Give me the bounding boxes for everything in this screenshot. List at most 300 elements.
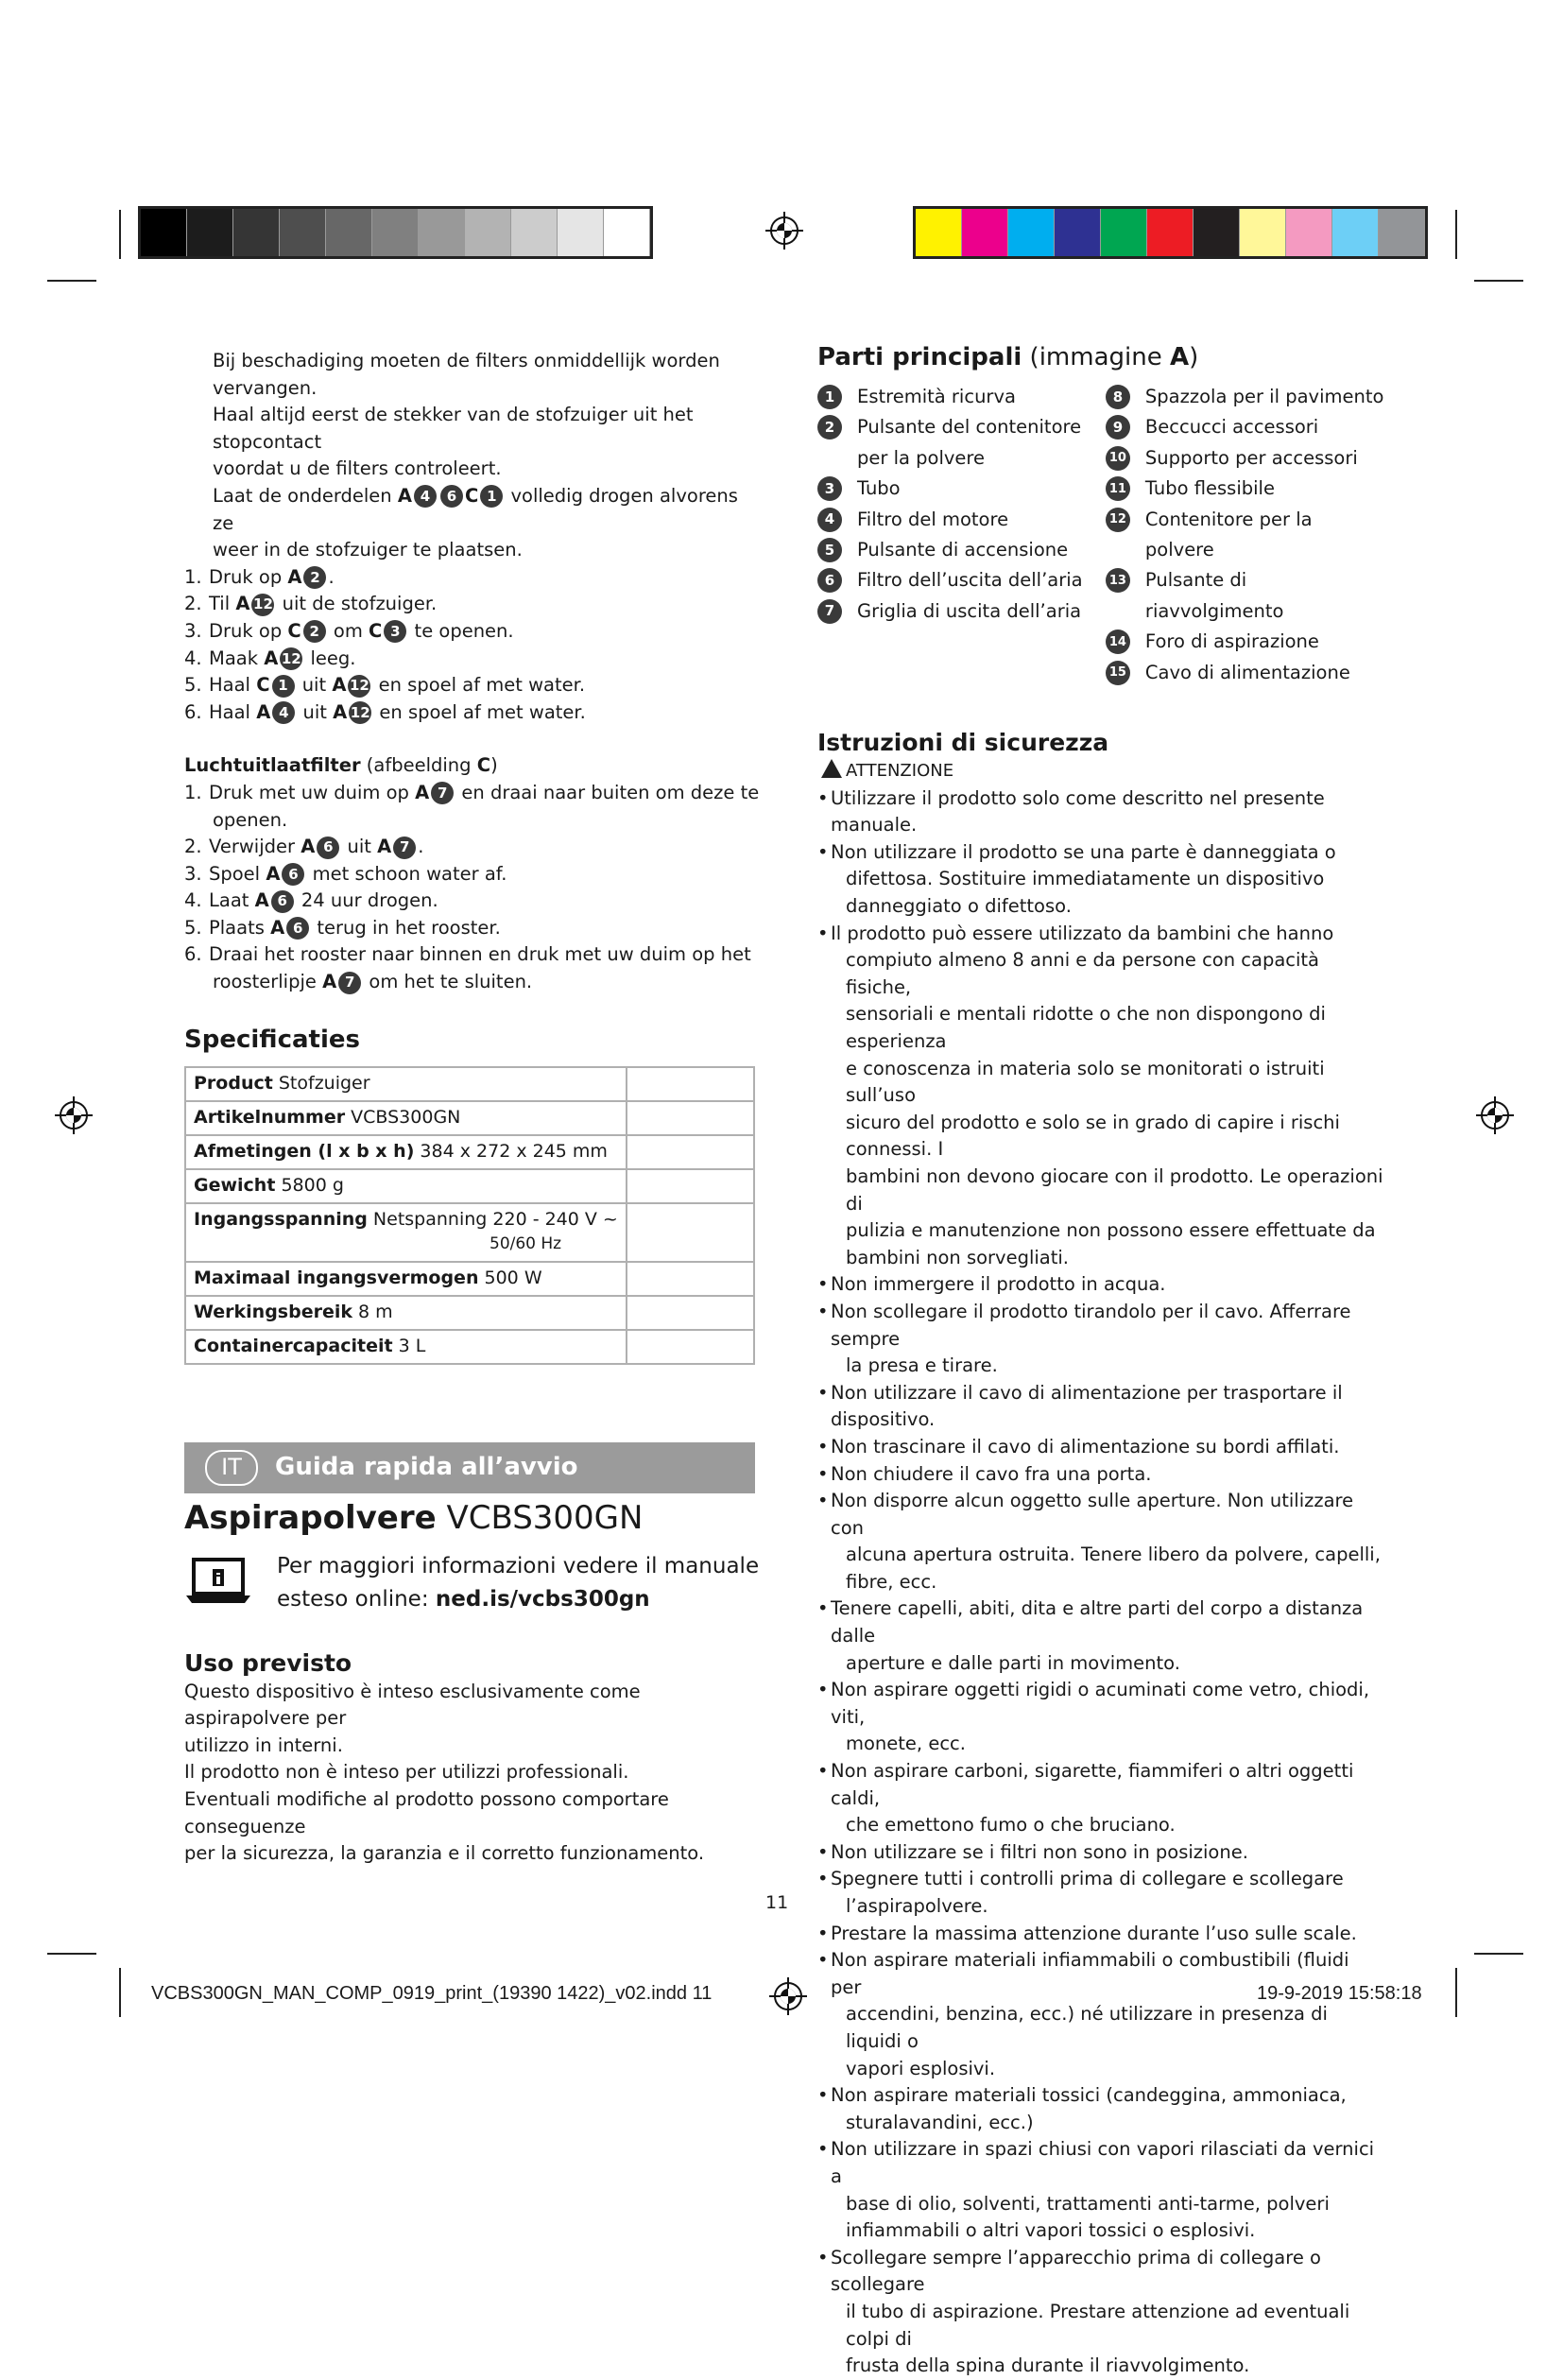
product-title — [184, 1497, 761, 1539]
crop-mark — [1474, 280, 1523, 282]
step-ref: A — [264, 647, 279, 669]
part-number-badge: 1 — [272, 675, 295, 698]
safety-line: • Tenere capelli, abiti, dita e altre parti del corpo a distanza dalle — [831, 1597, 1364, 1647]
crop-mark — [119, 1968, 121, 2017]
intended-use-title: Uso previsto — [184, 1648, 352, 1677]
spec-label: Afmetingen (l x b x h) — [194, 1140, 415, 1162]
safety-line: • Il prodotto può essere utilizzato da bambini che hanno — [831, 922, 1334, 944]
list-item — [184, 915, 761, 942]
safety-item — [817, 1488, 1384, 1595]
para-text: volledig drogen alvorens ze — [213, 484, 738, 534]
gray-calibration-bar — [138, 206, 653, 259]
spec-cell-content — [194, 1206, 618, 1253]
safety-line: • Non utilizzare in spazi chiusi con vapori rilasciati da vernici a — [831, 2138, 1375, 2187]
safety-item — [817, 1434, 1384, 1461]
part-number-badge: 5 — [817, 538, 842, 562]
color-calibration-bar — [913, 206, 1428, 259]
spec-empty-cell — [627, 1203, 754, 1262]
parts-item — [1106, 505, 1384, 566]
spec-value: 3 L — [392, 1335, 426, 1356]
list-item — [184, 834, 761, 861]
spec-cell-content — [194, 1138, 618, 1164]
spec-label-cell — [185, 1203, 627, 1262]
dust-container-steps — [184, 564, 761, 727]
part-label: Pulsante di accensione — [857, 539, 1069, 561]
crop-mark — [1455, 1968, 1457, 2017]
safety-line: sturalavandini, ecc.) — [846, 2111, 1034, 2133]
part-number-badge: 7 — [393, 836, 416, 859]
registration-mark-icon — [767, 1975, 809, 2017]
spec-label-cell — [185, 1169, 627, 1203]
para-text: Haal altijd eerst de stekker van de stofzuiger uit het stopcontact — [213, 404, 694, 453]
safety-line: e conoscenza in materia solo se monitorati o istruiti sull’uso — [846, 1057, 1325, 1107]
safety-item — [817, 785, 1384, 839]
parts-item — [817, 596, 1106, 627]
step-text: om het te sluiten. — [363, 971, 533, 993]
step-text: en spoel af met water. — [373, 700, 586, 723]
safety-line: sensoriali e mentali ridotte o che non dispongono di esperienza — [846, 1003, 1326, 1052]
list-item — [184, 699, 761, 727]
safety-line: bambini non sorvegliati. — [846, 1246, 1070, 1268]
spec-label-cell — [185, 1330, 627, 1364]
parts-item — [817, 505, 1106, 535]
parts-item — [817, 412, 1106, 474]
spec-label: Maximaal ingangsvermogen — [194, 1267, 479, 1288]
part-label: Foro di aspirazione — [1144, 630, 1319, 653]
section-bar-title: Guida rapida all’avvio — [275, 1453, 578, 1482]
list-item — [184, 646, 761, 673]
safety-line: • Non aspirare materiali infiammabili o combustibili (fluidi per — [831, 1949, 1349, 1998]
spec-label: Werkingsbereik — [194, 1301, 353, 1322]
part-number-badge: 12 — [280, 647, 302, 670]
color-swatch — [1147, 209, 1194, 256]
step-text: om — [327, 619, 369, 642]
step-text: . — [328, 565, 335, 588]
step-ref: A — [377, 836, 392, 858]
safety-line: • Non utilizzare il prodotto se una parte è danneggiata o — [831, 840, 1336, 863]
parts-item — [1106, 382, 1384, 412]
part-label: Pulsante di riavvolgimento — [1144, 569, 1284, 622]
part-number-badge: 13 — [1106, 568, 1130, 593]
spec-empty-cell — [627, 1330, 754, 1364]
table-row — [185, 1203, 754, 1262]
safety-item — [817, 921, 1384, 1272]
step-text: Spoel — [209, 862, 266, 885]
part-label: Cavo di alimentazione — [1144, 661, 1350, 683]
part-label: Filtro dell’uscita dell’aria — [857, 569, 1083, 592]
part-label: Estremità ricurva — [857, 386, 1016, 407]
specs-title: Specificaties — [184, 1025, 360, 1054]
spec-value: Netspanning 220 - 240 V ~ — [367, 1208, 618, 1230]
para-line: Il prodotto non è inteso per utilizzi professionali. — [184, 1761, 629, 1784]
part-number-badge: 11 — [1106, 476, 1130, 501]
part-number-badge: 6 — [317, 836, 339, 859]
safety-item — [817, 1839, 1384, 1867]
part-number-badge: 4 — [817, 508, 842, 532]
part-number-badge: 14 — [1106, 629, 1130, 654]
warning-label — [817, 758, 1384, 785]
step-text: Draai het rooster naar binnen en druk met uw duim op het — [209, 943, 751, 966]
part-number-badge: 3 — [384, 620, 406, 643]
safety-line: che emettono fumo o che bruciano. — [846, 1814, 1176, 1837]
para-text: Bij beschadiging moeten de filters onmiddellijk worden — [213, 350, 720, 371]
safety-line: sicuro del prodotto e solo se in grado di capire i rischi connessi. I — [846, 1111, 1340, 1161]
step-text: Druk met uw duim op — [209, 781, 416, 803]
list-item — [184, 564, 761, 592]
part-label: Tubo flessibile — [1144, 477, 1275, 500]
spec-empty-cell — [627, 1296, 754, 1330]
safety-line: • Non trascinare il cavo di alimentazione su bordi affilati. — [831, 1435, 1340, 1457]
air-filter-title: Luchtuitlaatfilter — [184, 754, 361, 777]
air-filter-title-rest: (afbeelding — [360, 754, 477, 777]
step-number: 3. — [184, 862, 202, 885]
para-text: weer in de stofzuiger te plaatsen. — [213, 539, 523, 561]
safety-line: alcuna apertura ostruita. Tenere libero da polvere, capelli, fibre, ecc. — [846, 1544, 1381, 1593]
part-number-badge: 12 — [348, 675, 370, 698]
spec-label: Ingangsspanning — [194, 1208, 368, 1230]
safety-item — [817, 2082, 1384, 2136]
step-text: roosterlipje — [213, 971, 323, 993]
gray-swatch — [280, 209, 326, 256]
spec-cell-content — [194, 1265, 618, 1291]
part-number-badge: 4 — [272, 701, 295, 724]
page-number: 11 — [765, 1892, 789, 1913]
left-column — [184, 348, 761, 1868]
parts-item — [1106, 565, 1384, 627]
safety-line: vapori esplosivi. — [846, 2057, 996, 2079]
crop-mark — [119, 210, 121, 259]
table-row — [185, 1296, 754, 1330]
part-label: Pulsante del contenitore — [857, 416, 1082, 439]
para-text: Laat de onderdelen — [213, 484, 398, 507]
step-number: 6. — [184, 943, 202, 966]
part-number-badge: 2 — [303, 620, 326, 643]
air-filter-title-end: ) — [490, 754, 498, 777]
step-ref: A — [301, 836, 316, 858]
safety-line: il tubo di aspirazione. Prestare attenzione ad eventuali colpi di — [846, 2300, 1350, 2350]
part-number-badge: 6 — [817, 568, 842, 593]
footer-filename: VCBS300GN_MAN_COMP_0919_print_(19390 1422)_v02.indd 11 — [151, 1983, 713, 2004]
filter-note: Bij beschadiging moeten de filters onmiddellijk worden vervangen. Haal altijd eerst de stekker van de stofzuiger uit het stopcontact voordat u de filters controleert. Laat de onderdelen A 4 6 C 1 volledig drogen alvorens ze weer in de stofzuiger te plaatsen. — [213, 350, 738, 561]
spec-cell-content — [194, 1104, 618, 1130]
safety-item — [817, 1380, 1384, 1434]
step-number: 3. — [184, 619, 202, 642]
parts-item — [817, 565, 1106, 595]
step-number: 5. — [184, 916, 202, 939]
crop-mark — [47, 280, 96, 282]
gray-swatch — [419, 209, 465, 256]
step-text: openen. — [213, 808, 288, 831]
table-row — [185, 1135, 754, 1169]
manual-line: Per maggiori informazioni vedere il manuale — [277, 1553, 760, 1578]
registration-mark-icon — [764, 210, 805, 251]
step-ref: A — [256, 700, 271, 723]
step-text: uit — [297, 700, 334, 723]
step-text: en spoel af met water. — [372, 674, 586, 697]
footer-timestamp: 19-9-2019 15:58:18 — [1257, 1983, 1422, 2004]
safety-item — [817, 1947, 1384, 2082]
step-number: 2. — [184, 593, 202, 615]
safety-line: danneggiato o difettoso. — [846, 895, 1072, 918]
parts-title-bold: Parti principali — [817, 343, 1022, 371]
safety-line: • Non aspirare carboni, sigarette, fiammiferi o altri oggetti caldi, — [831, 1760, 1354, 1809]
part-number-badge: 7 — [338, 972, 361, 994]
safety-line: • Spegnere tutti i controlli prima di collegare e scollegare — [831, 1868, 1344, 1890]
step-ref: C — [256, 674, 270, 697]
part-number-badge: 2 — [303, 566, 326, 589]
step-text: uit — [341, 836, 378, 858]
part-number-badge: 10 — [1106, 446, 1130, 471]
warning-triangle-icon — [821, 759, 842, 778]
safety-line: • Non utilizzare il cavo di alimentazione per trasportare il dispositivo. — [831, 1381, 1343, 1431]
step-ref: A — [287, 565, 302, 588]
spec-value: 8 m — [352, 1301, 393, 1322]
part-number-badge: 1 — [817, 385, 842, 409]
list-item — [184, 618, 761, 646]
safety-line: bambini non devono giocare con il prodotto. Le operazioni di — [846, 1164, 1383, 1215]
spec-label: Containercapaciteit — [194, 1335, 393, 1356]
safety-line: monete, ecc. — [846, 1733, 966, 1755]
safety-item — [817, 2245, 1384, 2380]
safety-item — [817, 1677, 1384, 1758]
list-item — [184, 861, 761, 888]
color-swatch — [1055, 209, 1101, 256]
step-text: uit de stofzuiger. — [276, 593, 438, 615]
part-number-badge: 7 — [817, 599, 842, 624]
list-item — [184, 591, 761, 618]
air-filter-ref: C — [476, 754, 491, 777]
spec-value: 50/60 Hz — [490, 1233, 562, 1253]
parts-title-rest: (immagine — [1022, 343, 1170, 371]
safety-line: l’aspirapolvere. — [846, 1895, 988, 1917]
step-ref: A — [235, 593, 250, 615]
part-label: Filtro del motore — [857, 508, 1009, 530]
specs-table — [184, 1066, 755, 1365]
spec-label-cell — [185, 1135, 627, 1169]
manual-url-link[interactable]: ned.is/vcbs300gn — [435, 1586, 650, 1612]
spec-label-cell — [185, 1262, 627, 1296]
part-number-badge: 7 — [431, 782, 454, 804]
spec-value: Stofzuiger — [272, 1072, 370, 1094]
gray-swatch — [187, 209, 233, 256]
spec-empty-cell — [627, 1067, 754, 1101]
step-ref: A — [333, 700, 348, 723]
step-number: 6. — [184, 700, 202, 723]
list-item — [184, 941, 761, 995]
spec-empty-cell — [627, 1262, 754, 1296]
safety-line: accendini, benzina, ecc.) né utilizzare in presenza di liquidi o — [846, 2003, 1328, 2052]
part-label: per la polvere — [857, 446, 986, 469]
color-swatch — [962, 209, 1008, 256]
parts-list-right — [1106, 382, 1384, 688]
table-row — [185, 1262, 754, 1296]
part-label: Beccucci accessori — [1144, 416, 1319, 439]
part-number-badge: 12 — [1106, 508, 1130, 532]
step-number: 4. — [184, 889, 202, 912]
spec-cell-content — [194, 1333, 618, 1359]
step-ref: A — [254, 889, 269, 912]
safety-item — [817, 1299, 1384, 1380]
safety-line: • Utilizzare il prodotto solo come descritto nel presente manuale. — [831, 786, 1325, 836]
part-number-badge: 6 — [271, 890, 294, 913]
parts-list — [817, 382, 1384, 688]
safety-line: compiuto almeno 8 anni e da persone con capacità fisiche, — [846, 949, 1320, 998]
gray-swatch — [465, 209, 511, 256]
safety-item — [817, 1866, 1384, 1920]
step-text: 24 uur drogen. — [295, 889, 438, 912]
step-text: Haal — [209, 700, 257, 723]
safety-list — [817, 785, 1384, 2380]
spec-label: Artikelnummer — [194, 1106, 346, 1128]
safety-item — [817, 1921, 1384, 1948]
gray-swatch — [372, 209, 419, 256]
step-text: uit — [296, 674, 333, 697]
step-ref: C — [369, 619, 383, 642]
manual-line: esteso online: — [277, 1586, 436, 1612]
spec-value: 500 W — [478, 1267, 542, 1288]
safety-line: aperture e dalle parti in movimento. — [846, 1651, 1180, 1674]
safety-line: • Non disporre alcun oggetto sulle aperture. Non utilizzare con — [831, 1490, 1354, 1539]
parts-item — [1106, 658, 1384, 688]
safety-line: • Scollegare sempre l’apparecchio prima di collegare o scollegare — [831, 2246, 1321, 2296]
safety-line: • Non aspirare materiali tossici (candeggina, ammoniaca, — [831, 2084, 1347, 2107]
spec-empty-cell — [627, 1169, 754, 1203]
spec-cell-content — [194, 1299, 618, 1325]
step-text: Plaats — [209, 916, 271, 939]
gray-swatch — [558, 209, 604, 256]
step-number: 2. — [184, 836, 202, 858]
product-name: Aspirapolvere — [184, 1498, 437, 1537]
table-row — [185, 1067, 754, 1101]
step-ref: A — [415, 781, 430, 803]
crop-mark — [1455, 210, 1457, 259]
step-text: Til — [209, 593, 236, 615]
step-number: 1. — [184, 781, 202, 803]
parts-item — [817, 382, 1106, 412]
safety-line: • Non aspirare oggetti rigidi o acuminati come vetro, chiodi, viti, — [831, 1679, 1370, 1728]
part-label: Contenitore per la polvere — [1144, 508, 1313, 561]
safety-line: pulizia e manutenzione non possono essere effettuate da — [846, 1219, 1376, 1242]
para-line: Eventuali modifiche al prodotto possono comportare conseguenze — [184, 1788, 669, 1837]
spec-label-cell — [185, 1067, 627, 1101]
list-item — [184, 780, 761, 834]
step-text: en draai naar buiten om deze te — [455, 781, 760, 803]
step-text: . — [418, 836, 424, 858]
step-text: Haal — [209, 674, 257, 697]
color-swatch — [1379, 209, 1425, 256]
step-text: te openen. — [408, 619, 514, 642]
parts-title — [817, 342, 1384, 372]
safety-line: • Non scollegare il prodotto tirandolo per il cavo. Afferrare sempre — [831, 1300, 1351, 1350]
color-swatch — [1194, 209, 1240, 256]
crop-mark — [47, 1953, 96, 1955]
right-column — [817, 342, 1384, 2380]
safety-line: infiammabili o altri vapori tossici o esplosivi. — [846, 2219, 1256, 2242]
parts-item — [1106, 474, 1384, 504]
safety-item — [817, 1595, 1384, 1677]
crop-mark — [1474, 1953, 1523, 1955]
part-number-badge: 6 — [282, 863, 304, 886]
part-number-badge: 6 — [286, 917, 309, 940]
color-swatch — [1286, 209, 1332, 256]
color-swatch — [1332, 209, 1379, 256]
gray-swatch — [141, 209, 187, 256]
color-swatch — [1240, 209, 1286, 256]
gray-swatch — [511, 209, 558, 256]
step-text: Druk op — [209, 565, 288, 588]
table-row — [185, 1169, 754, 1203]
safety-item — [817, 1271, 1384, 1299]
safety-item — [817, 1758, 1384, 1839]
part-number-badge: 2 — [817, 415, 842, 440]
color-swatch — [1008, 209, 1055, 256]
safety-line: base di olio, solventi, trattamenti anti-tarme, polveri — [846, 2192, 1330, 2215]
warning-text: ATTENZIONE — [846, 761, 954, 782]
step-ref: A — [270, 916, 285, 939]
parts-title-ref: A — [1169, 343, 1190, 371]
safety-line: • Non chiudere il cavo fra una porta. — [831, 1462, 1152, 1485]
spec-cell-content — [194, 1070, 618, 1096]
spec-empty-cell — [627, 1135, 754, 1169]
part-label: Spazzola per il pavimento — [1144, 386, 1384, 407]
list-item — [184, 672, 761, 699]
parts-item — [817, 535, 1106, 565]
parts-item — [1106, 627, 1384, 657]
safety-line: • Prestare la massima attenzione durante l’uso sulle scale. — [831, 1922, 1357, 1944]
safety-line: la presa e tirare. — [846, 1354, 998, 1377]
step-number: 4. — [184, 647, 202, 669]
part-number-badge: 12 — [251, 594, 274, 616]
part-label: Tubo — [857, 477, 901, 500]
step-text: Laat — [209, 889, 255, 912]
step-ref: C — [287, 619, 301, 642]
step-text: Maak — [209, 647, 265, 669]
color-swatch — [1101, 209, 1147, 256]
online-manual-note — [184, 1550, 761, 1616]
part-number-badge: 3 — [817, 476, 842, 501]
safety-line: • Non utilizzare se i filtri non sono in posizione. — [831, 1840, 1248, 1863]
safety-line: frusta della spina durante il riavvolgimento. — [846, 2354, 1250, 2377]
parts-item — [1106, 443, 1384, 474]
part-number-badge: 8 — [1106, 385, 1130, 409]
step-ref: A — [322, 971, 337, 993]
spec-value: 5800 g — [275, 1174, 344, 1196]
step-number: 1. — [184, 565, 202, 588]
part-number-badge: 15 — [1106, 661, 1130, 685]
parts-item — [1106, 412, 1384, 442]
laptop-info-icon — [184, 1558, 252, 1605]
para-line: utilizzo in interni. — [184, 1733, 343, 1756]
step-ref: A — [266, 862, 281, 885]
spec-label-cell — [185, 1101, 627, 1135]
table-row — [185, 1101, 754, 1135]
spec-value: VCBS300GN — [345, 1106, 461, 1128]
part-label: Supporto per accessori — [1144, 446, 1358, 469]
intended-use-text — [184, 1679, 761, 1868]
gray-swatch — [604, 209, 650, 256]
gray-swatch — [326, 209, 372, 256]
part-number-badge: 9 — [1106, 415, 1130, 440]
parts-item — [817, 474, 1106, 504]
spec-empty-cell — [627, 1101, 754, 1135]
parts-list-left — [817, 382, 1106, 688]
spec-label: Product — [194, 1072, 273, 1094]
parts-title-end: ) — [1189, 343, 1199, 371]
spec-cell-content — [194, 1172, 618, 1199]
para-text: vervangen. — [213, 376, 318, 399]
para-text: voordat u de filters controleert. — [213, 457, 502, 480]
spec-label-cell — [185, 1296, 627, 1330]
